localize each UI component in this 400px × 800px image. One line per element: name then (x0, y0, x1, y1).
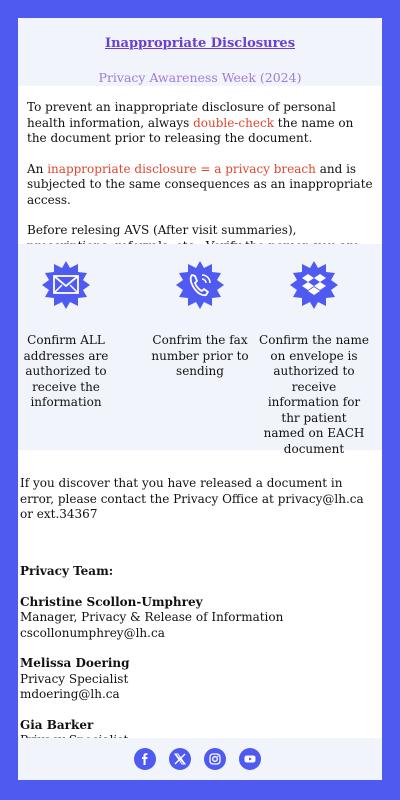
intro-p1-text-end: the name on the document prior to releasing the document. (27, 115, 354, 145)
member-name: Christine Scollon-Umphrey (20, 594, 203, 609)
tip-addresses (18, 260, 121, 411)
double-check-highlight: double-check (193, 115, 274, 130)
youtube-icon[interactable] (239, 748, 261, 770)
member-role: Privacy Specialist (20, 671, 129, 686)
intro-p2-text: An (27, 161, 48, 176)
facebook-icon[interactable] (134, 748, 156, 770)
tip-caption: Confrim the fax number prior to sending (151, 333, 249, 378)
tips-section (18, 244, 382, 456)
intro-paragraph-2 (27, 162, 373, 209)
member-role: Manager, Privacy & Release of Information (20, 610, 284, 624)
intro-paragraph-3: Before relesing AVS (After visit summaries), (27, 223, 297, 237)
newsletter-page (18, 18, 382, 780)
intro-p2-text-end: and is subjected to the same consequences as an inappropriate access. (27, 161, 373, 207)
team-heading: Privacy Team: (20, 564, 114, 578)
page-subtitle: Privacy Awareness Week (2024) (98, 70, 302, 85)
tip-caption: Confirm the name on envelope is authorized to receive information for thr patient named on EACH document (259, 333, 369, 456)
member-name: Melissa Doering (20, 656, 130, 670)
page-title[interactable]: Inappropriate Disclosures (104, 36, 296, 51)
member-email[interactable]: mdoering@lh.ca (20, 687, 120, 701)
dropbox-icon (289, 260, 339, 310)
tip-caption: Confirm ALL addresses are authorized to receive the information (23, 333, 109, 409)
member-name: Gia Barker (20, 717, 94, 732)
team-member (20, 595, 380, 642)
header (18, 18, 382, 86)
intro-p1-text: To prevent an inappropriate disclosure of personal health information, always (27, 100, 336, 130)
envelope-icon (41, 260, 91, 310)
member-email[interactable]: cscollonumphrey@lh.ca (20, 625, 165, 640)
x-icon[interactable] (169, 748, 191, 770)
tip-envelope-name (259, 260, 369, 457)
instagram-icon[interactable] (204, 748, 226, 770)
tip-fax (145, 260, 255, 380)
team-member (20, 656, 380, 703)
error-notice: If you discover that you have released a document in error, please contact the Privacy Office at privacy@lh.ca or ext.34367 (20, 476, 364, 521)
phone-icon (175, 260, 225, 310)
privacy-breach-highlight: inappropriate disclosure = a privacy breach (47, 161, 316, 176)
social-links (134, 748, 261, 770)
intro-paragraph-1 (27, 100, 373, 147)
